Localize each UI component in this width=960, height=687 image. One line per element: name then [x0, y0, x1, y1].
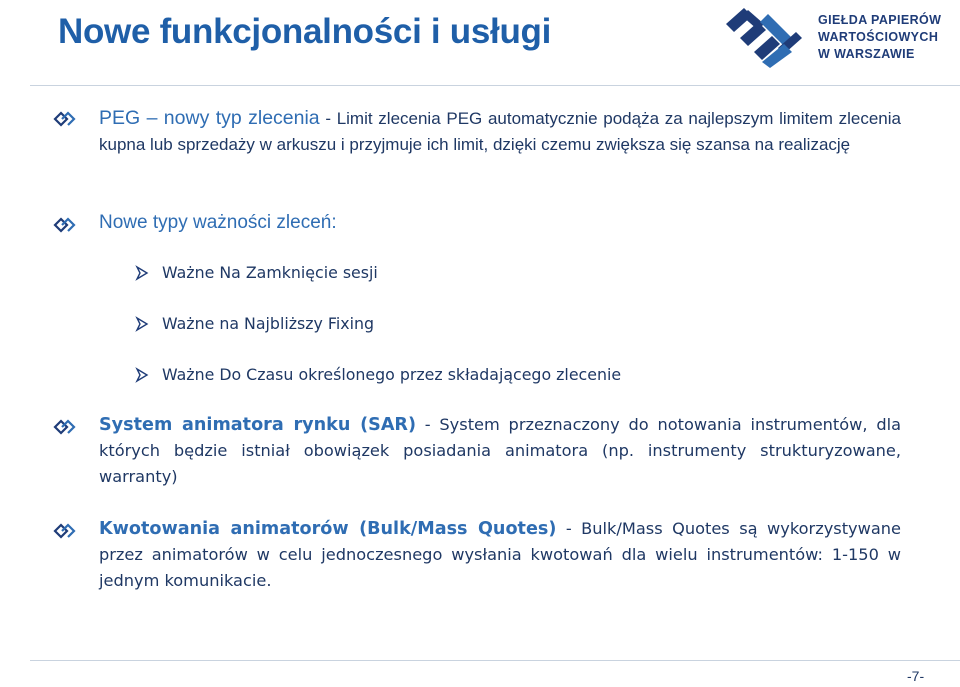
- validity-item: Ważne Na Zamknięcie sesji: [162, 263, 378, 282]
- arrow-icon: [135, 316, 149, 332]
- arrow-icon: [135, 367, 149, 383]
- arrow-icon: [135, 265, 149, 281]
- logo-text: [818, 12, 941, 63]
- logo-line-2: WARTOŚCIOWYCH: [818, 30, 939, 44]
- sar-text: - System przeznaczony do notowania instrumentów, dla których będzie istniał obowiązek posiadania animatora (np. instrumenty strukturyzowane, warranty): [99, 415, 902, 486]
- bullet-icon: [52, 110, 78, 128]
- bullet-icon: [52, 418, 78, 436]
- top-divider: [30, 85, 960, 86]
- validity-heading: Nowe typy ważności zleceń:: [99, 212, 337, 233]
- bullet-sar: [99, 412, 901, 490]
- bullet-peg: [99, 105, 901, 158]
- bulk-heading: Kwotowania animatorów (Bulk/Mass Quotes): [99, 519, 557, 539]
- logo-line-1: GIEŁDA PAPIERÓW: [818, 13, 942, 27]
- validity-item: Ważne na Najbliższy Fixing: [162, 314, 375, 333]
- validity-item: Ważne Do Czasu określonego przez składającego zlecenie: [162, 365, 622, 384]
- peg-heading: PEG – nowy typ zlecenia: [99, 107, 320, 129]
- bullet-bulk: [99, 516, 901, 594]
- gpw-logo-icon: [722, 4, 804, 70]
- bullet-icon: [52, 216, 78, 234]
- bottom-divider: [30, 660, 960, 661]
- logo-line-3: W WARSZAWIE: [818, 47, 915, 61]
- page-number: -7-: [907, 668, 925, 684]
- page-title: Nowe funkcjonalności i usługi: [58, 12, 552, 51]
- bulk-text: - Bulk/Mass Quotes są wykorzystywane przez animatorów w celu jednoczesnego wysłania kwotowań dla wielu instrumentów: 1-150 w jednym komunikacie.: [99, 519, 902, 590]
- bullet-icon: [52, 522, 78, 540]
- sar-heading: System animatora rynku (SAR): [99, 415, 417, 435]
- peg-text: - Limit zlecenia PEG automatycznie podąża za najlepszym limitem zlecenia kupna lub sprzedaży w arkuszu i przyjmuje ich limit, dzięki czemu zwiększa się szansa na realizację: [99, 109, 901, 154]
